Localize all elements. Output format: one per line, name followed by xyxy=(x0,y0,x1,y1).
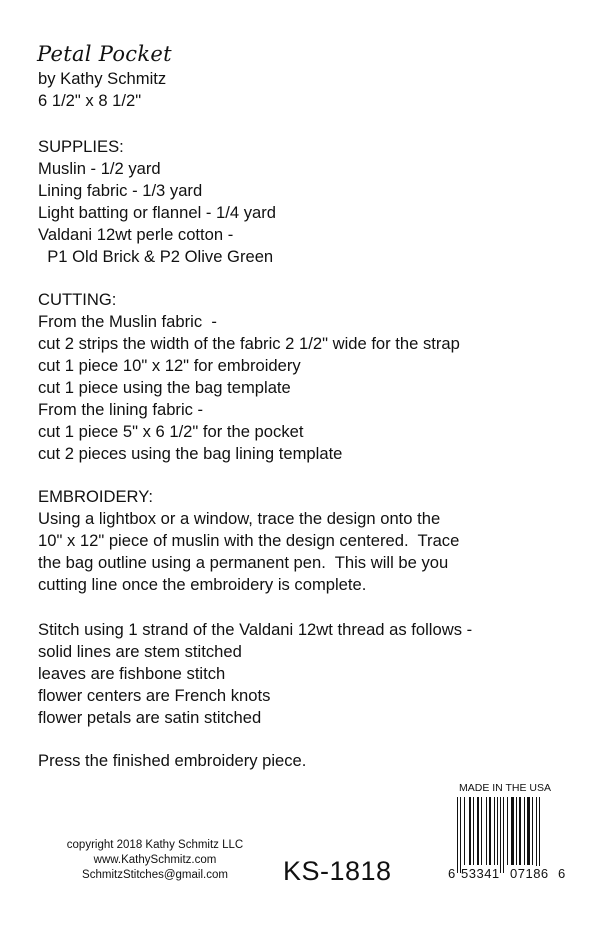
finished-size: 6 1/2" x 8 1/2" xyxy=(38,91,142,110)
author: by Kathy Schmitz xyxy=(38,69,167,88)
section-heading: EMBROIDERY: xyxy=(38,487,153,506)
paragraph-line: cutting line once the embroidery is complete. xyxy=(38,575,367,594)
barcode-bar xyxy=(503,797,504,873)
paragraph-line: solid lines are stem stitched xyxy=(38,642,242,661)
barcode-digit-lead: 6 xyxy=(448,866,456,881)
copyright: copyright 2018 Kathy Schmitz LLC xyxy=(66,839,244,851)
section-heading: SUPPLIES: xyxy=(38,137,124,156)
section-heading: CUTTING: xyxy=(38,290,117,309)
list-item: Light batting or flannel - 1/4 yard xyxy=(38,203,276,222)
press-instruction: Press the finished embroidery piece. xyxy=(38,751,307,770)
list-item: cut 2 strips the width of the fabric 2 1/2" wide for the strap xyxy=(38,334,460,353)
paragraph-line: Stitch using 1 strand of the Valdani 12wt thread as follows - xyxy=(38,620,473,639)
pattern-title: Petal Pocket xyxy=(37,42,172,66)
barcode-bar xyxy=(469,797,471,865)
product-code: KS-1818 xyxy=(283,856,392,886)
list-item: From the lining fabric - xyxy=(38,400,204,419)
header-info xyxy=(38,68,166,112)
website: www.KathySchmitz.com xyxy=(93,854,217,866)
list-item: Valdani 12wt perle cotton - xyxy=(38,225,234,244)
barcode-bar xyxy=(486,797,487,865)
barcode-bar xyxy=(497,797,498,865)
barcode-bar xyxy=(539,797,540,873)
list-item: P1 Old Brick & P2 Olive Green xyxy=(38,247,274,266)
barcode-digits-right: 07186 xyxy=(510,866,549,881)
barcode-bar xyxy=(527,797,530,865)
email: SchmitzStitches@gmail.com xyxy=(82,869,228,881)
cutting-section xyxy=(38,289,460,465)
barcode xyxy=(447,797,563,873)
barcode-bar xyxy=(511,797,514,865)
barcode-bar xyxy=(536,797,537,873)
list-item: cut 2 pieces using the bag lining template xyxy=(38,444,343,463)
barcode-bar xyxy=(516,797,517,865)
list-item: cut 1 piece 10" x 12" for embroidery xyxy=(38,356,301,375)
barcode-digit-check: 6 xyxy=(558,866,566,881)
credits xyxy=(60,838,250,883)
supplies-section xyxy=(38,136,276,268)
barcode-bar xyxy=(464,797,465,865)
barcode-digits-left: 53341 xyxy=(461,866,500,881)
paragraph-line: leaves are fishbone stitch xyxy=(38,664,226,683)
list-item: Muslin - 1/2 yard xyxy=(38,159,161,178)
list-item: From the Muslin fabric - xyxy=(38,312,217,331)
embroidery-section xyxy=(38,486,459,596)
barcode-bar xyxy=(532,797,533,865)
paragraph-line: flower centers are French knots xyxy=(38,686,271,705)
made-in-label: MADE IN THE USA xyxy=(459,782,551,794)
list-item: cut 1 piece using the bag template xyxy=(38,378,291,397)
barcode-bar xyxy=(519,797,521,865)
barcode-bar xyxy=(500,797,501,873)
barcode-bar xyxy=(481,797,482,865)
list-item: Lining fabric - 1/3 yard xyxy=(38,181,203,200)
barcode-bar xyxy=(477,797,479,865)
paragraph-line: 10" x 12" piece of muslin with the design centered. Trace xyxy=(38,531,460,550)
list-item: cut 1 piece 5" x 6 1/2" for the pocket xyxy=(38,422,304,441)
paragraph-line: the bag outline using a permanent pen. This will be you xyxy=(38,553,449,572)
barcode-bar xyxy=(460,797,461,873)
barcode-bar xyxy=(507,797,508,865)
barcode-bar xyxy=(489,797,491,865)
barcode-bar xyxy=(473,797,474,865)
paragraph-line: Using a lightbox or a window, trace the design onto the xyxy=(38,509,441,528)
paragraph-line: flower petals are satin stitched xyxy=(38,708,262,727)
barcode-bar xyxy=(457,797,458,873)
barcode-bar xyxy=(494,797,495,865)
stitch-section xyxy=(38,619,472,729)
barcode-bar xyxy=(524,797,525,865)
